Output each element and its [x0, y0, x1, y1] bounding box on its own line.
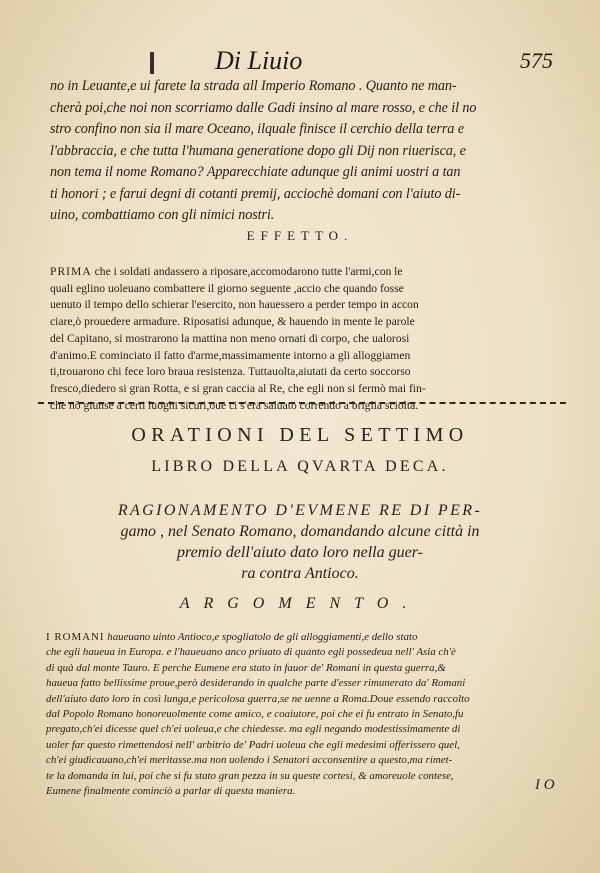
effetto-paragraph: [50, 264, 560, 414]
text-line: d'animo.E cominciato il fatto d'arme,massimamente intorno a gli alloggiamen: [50, 348, 411, 362]
text-line: uenuto il tempo dello schierar l'esercito, non hauessero a perder tempo in accon: [50, 298, 419, 312]
ornamental-rule: [38, 402, 566, 404]
oration-heading-line: ra contra Antioco.: [241, 565, 359, 582]
text-line: fresco,diedero si gran Rotta, e si gran caccia al Re, che egli non si fermò mai fin-: [50, 381, 426, 395]
text-line: no in Leuante,e ui farete la strada all Imperio Romano . Quanto ne man-: [50, 78, 457, 94]
signature-mark: I O: [535, 777, 555, 793]
text-line: ciare,ò prouedere armadure. Riposatisi adunque, & hauendo in mente le parole: [50, 315, 415, 329]
text-line: del Capitano, si mostrarono la mattina non meno ornati di corpo, che ualorosi: [50, 331, 410, 345]
section-title: ORATIONI DEL SETTIMO: [131, 424, 469, 446]
text-line: che egli haueua in Europa. e l'haueuano anco priuato di quanto egli possedeua nell' Asia ch'è: [46, 646, 456, 659]
oration-heading-line: gamo , nel Senato Romano, domandando alcune città in: [120, 523, 480, 540]
oration-heading-caps: RAGIONAMENTO D'EVMENE RE DI PER-: [117, 502, 483, 519]
section-subtitle: LIBRO DELLA QVARTA DECA.: [151, 458, 449, 475]
oration-heading: [40, 500, 560, 584]
text-line: stro confino non sia il mare Oceano, ilquale finisce il cerchio della terra e: [50, 121, 464, 137]
text-line: cherà poi,che noi non scorriamo dalle Gadi insino al mare rosso, e che il no: [50, 99, 477, 116]
text-line: haueua fatto bellissime proue,però desiderando in qualche parte d'esser rimunerato da' Romani: [46, 677, 466, 690]
text-line: l'abbraccia, e che tutta l'humana generatione dopo gli Dij non riuerisca, e: [50, 142, 466, 159]
text-line: pregato,ch'ei dicesse quel ch'ei uoleua,e che chiedesse. ma egli negando modestissimamente di: [46, 723, 461, 736]
text-line-rest: haueuano uinto Antioco,e spogliatolo de gli alloggiamenti,e dello stato: [104, 631, 418, 643]
text-line: che nô giunse a certi luoghi sicuri,oue ci s'era saluato correndo a briglia sciolta.: [50, 398, 419, 412]
text-line: ti honori ; e farui degni di cotanti premij, acciochè domani con l'aiuto di-: [50, 185, 461, 202]
text-line: di quà dal monte Tauro. E perche Eumene era stato in fauor de' Romani in questa guerra,&: [46, 661, 446, 674]
oration-ending-paragraph: [50, 76, 560, 227]
running-head-title: Di Liuio: [215, 46, 303, 75]
argument-lead-word: I ROMANI: [46, 631, 105, 643]
argomento-heading: ARGOMENTO.: [179, 595, 421, 612]
text-line: non tema il nome Romano? Apparecchiate adunque gli animi uostri a tan: [50, 164, 461, 180]
text-line: ch'ei giudicauano,ch'ei meritasse.ma non uolendo i Senatori acconsentire a questo,ma rimet-: [46, 754, 453, 767]
running-head: [0, 42, 600, 78]
effetto-heading: EFFETTO.: [246, 228, 354, 243]
oration-heading-line: premio dell'aiuto dato loro nella guer-: [177, 544, 423, 561]
text-line: uoler far questo rimettendosi nell' arbitrio de' Padri uoleua che egli medesimi offerissero quel,: [46, 738, 460, 751]
text-line-rest: che i soldati andassero a riposare,accomodarono tutte l'armi,con le: [91, 265, 403, 278]
text-line: [46, 630, 566, 645]
text-line: uino, combattiamo con gli nimici nostri.: [50, 207, 275, 223]
page-number: 575: [520, 48, 553, 73]
text-line: dell'aiuto dato loro in così lunga,e pericolosa guerra,se ne uenne a Roma.Doue essendo raccolto: [46, 692, 470, 705]
text-line: dal Popolo Romano honoreuolmente come amico, e coaiutore, poi che ei fu entrato in Senato,fu: [46, 708, 464, 721]
argument-paragraph: [46, 630, 566, 799]
text-line: quali eglino uoleuano combattere il giorno seguente ,accio che quando fosse: [50, 281, 404, 295]
effetto-lead-word: PRIMA: [50, 265, 92, 278]
running-head-mark: [150, 52, 154, 74]
text-line: Eumene finalmente cominciò a parlar di questa maniera.: [46, 785, 296, 798]
text-line: [50, 264, 560, 281]
text-line: te la domanda in lui, poi che si fu stato gran pezza in su queste cortesi, & amoreuole contese,: [46, 769, 454, 782]
text-line: ti,trouarono chi fece loro braua resistenza. Tuttauolta,aiutati da certo soccorso: [50, 365, 411, 379]
